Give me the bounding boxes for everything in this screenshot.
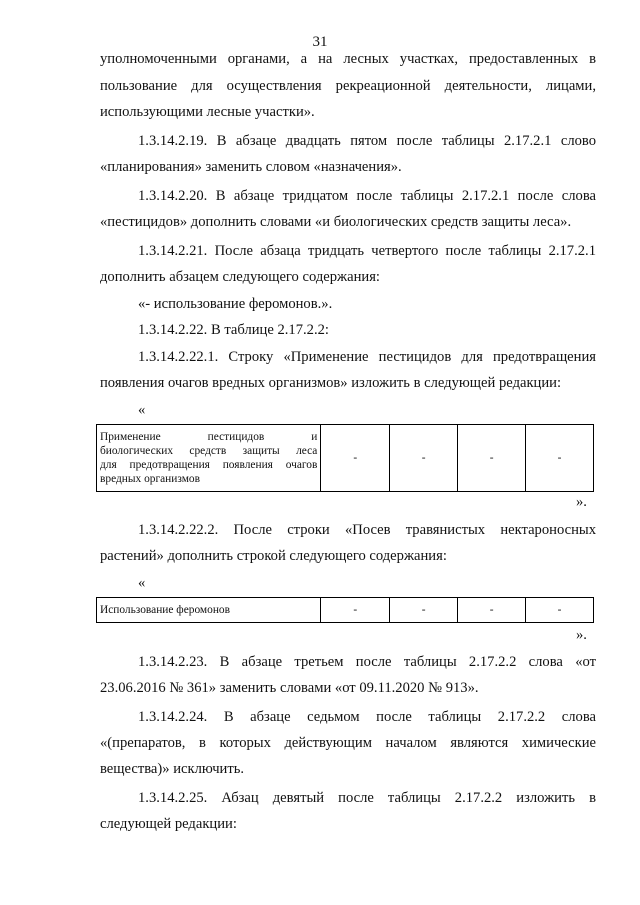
paragraph-line: 1.3.14.2.19. В абзаце двадцать пятом после таблицы 2.17.2.1 слово <box>138 133 596 149</box>
paragraph-line: 23.06.2016 № 361» заменить словами «от 09.11.2020 № 913». <box>100 680 479 696</box>
table-cell-value: - <box>390 425 458 492</box>
table-cell-line: для предотвращения появления очагов <box>100 459 318 471</box>
paragraph-line: вещества)» исключить. <box>100 761 245 777</box>
paragraph-line: 1.3.14.2.22.1. Строку «Применение пестицидов для предотвращения <box>138 349 596 365</box>
paragraph-line: 1.3.14.2.22. В таблице 2.17.2.2: <box>138 322 329 338</box>
paragraph-line: «- использование феромонов.». <box>138 296 333 312</box>
paragraph-line: 1.3.14.2.25. Абзац девятый после таблицы 2.17.2.2 изложить в <box>138 790 596 806</box>
table-cell-name: Использование феромонов <box>97 598 321 623</box>
table-cell-value: - <box>321 598 390 623</box>
paragraph-line: растений» дополнить строкой следующего содержания: <box>100 548 447 564</box>
document-body-end <box>100 0 596 905</box>
table-cell-value: - <box>321 425 390 492</box>
paragraph-line: использующими лесные участки». <box>100 104 315 120</box>
paragraph-line: появления очагов вредных организмов» изложить в следующей редакции: <box>100 375 562 391</box>
paragraph-line: уполномоченными органами, а на лесных участках, предоставленных в <box>100 51 596 67</box>
table-cell-line: биологических средств защиты леса <box>100 444 318 457</box>
closing-quote: ». <box>576 494 587 510</box>
page-number: 31 <box>312 34 328 50</box>
paragraph-line: 1.3.14.2.22.2. После строки «Посев травянистых нектароносных <box>138 522 596 538</box>
paragraph-line: пользование для осуществления рекреационной деятельности, лицами, <box>100 78 596 94</box>
paragraph-line: дополнить абзацем следующего содержания: <box>100 269 380 285</box>
table-cell-line: Применение пестицидов и <box>100 430 318 443</box>
opening-quote: « <box>138 402 146 418</box>
paragraph-line: «планирования» заменить словом «назначения». <box>100 159 402 175</box>
paragraph-line: 1.3.14.2.20. В абзаце тридцатом после таблицы 2.17.2.1 после слова <box>138 188 596 204</box>
paragraph-line: «(препаратов, в которых действующим началом являются химические <box>100 735 596 751</box>
closing-quote: ». <box>576 627 587 643</box>
paragraph-line: 1.3.14.2.23. В абзаце третьем после таблицы 2.17.2.2 слова «от <box>138 654 596 670</box>
table-cell-value: - <box>458 425 526 492</box>
table-cell-value: - <box>390 598 458 623</box>
table-cell-value: - <box>526 598 594 623</box>
paragraph-line: «пестицидов» дополнить словами «и биологических средств защиты леса». <box>100 214 572 230</box>
table-cell-value: - <box>526 425 594 492</box>
paragraph-line: 1.3.14.2.24. В абзаце седьмом после таблицы 2.17.2.2 слова <box>138 709 596 725</box>
opening-quote: « <box>138 575 146 591</box>
paragraph-line: следующей редакции: <box>100 816 237 832</box>
paragraph-line: 1.3.14.2.21. После абзаца тридцать четвертого после таблицы 2.17.2.1 <box>138 243 596 259</box>
table-cell-value: - <box>458 598 526 623</box>
table-cell-line: вредных организмов <box>100 473 200 486</box>
